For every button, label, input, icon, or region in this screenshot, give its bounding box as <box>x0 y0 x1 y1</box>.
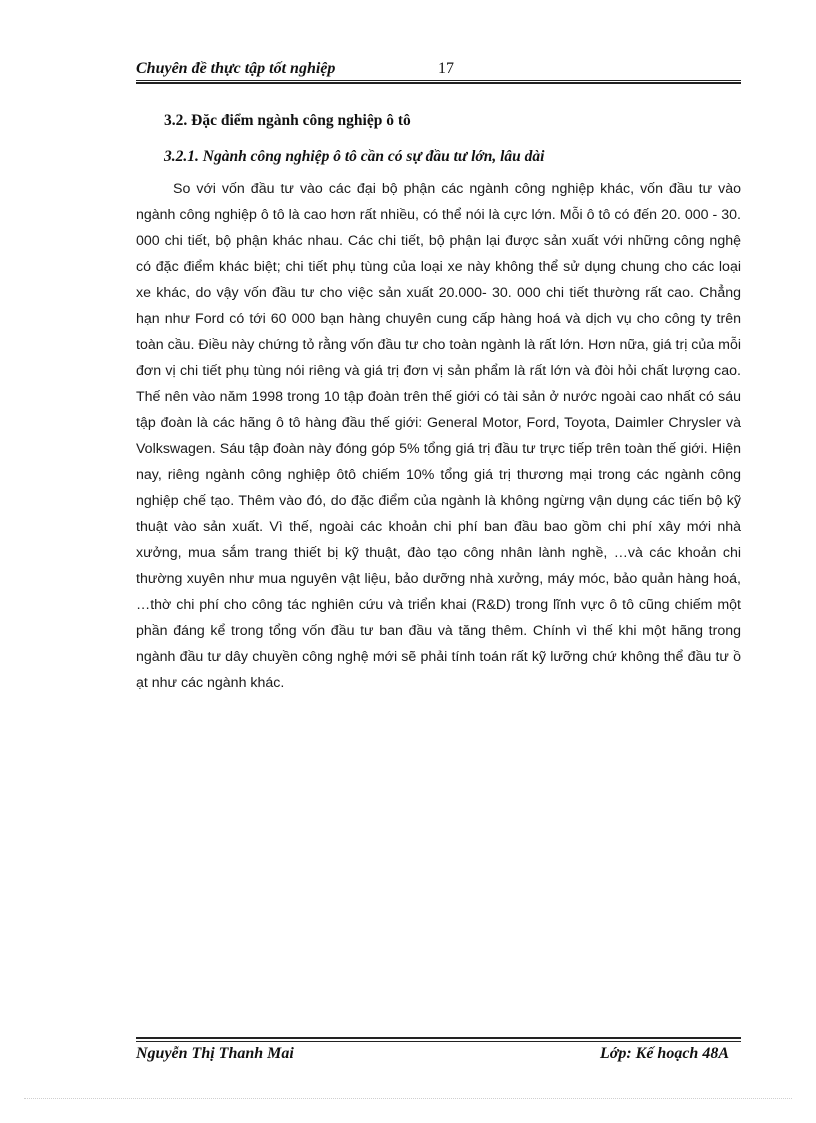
footer-class: Lớp: Kế hoạch 48A <box>599 1045 729 1062</box>
main-content <box>136 110 741 696</box>
footer-author: Nguyễn Thị Thanh Mai <box>136 1045 294 1062</box>
footer-rule <box>136 1041 741 1042</box>
header-rule-thick <box>136 82 741 84</box>
header-rule <box>136 80 741 81</box>
page-footer <box>136 1037 741 1067</box>
header-title: Chuyên đề thực tập tốt nghiệp <box>136 60 336 77</box>
body-paragraph: So với vốn đầu tư vào các đại bộ phận các ngành công nghiệp khác, vốn đầu tư vào ngành công nghiệp ô tô là cao hơn rất nhiều, có thể nói là cực lớn. Mỗi ô tô có đến 20. 000 - 30. 000 chi tiết, bộ phận khác nhau. Các chi tiết, bộ phận lại được sản xuất với những công nghệ có đặc điểm khác biệt; chi tiết phụ tùng của loại xe này không thể sử dụng chung cho các loại xe khác, do vậy vốn đầu tư cho việc sản xuất 20.000- 30. 000 chi tiết thường rất cao. Chẳng hạn như Ford có tới 60 000 bạn hàng chuyên cung cấp hàng hoá và dịch vụ cho công ty trên toàn cầu. Điều này chứng tỏ rằng vốn đầu tư cho toàn ngành là rất lớn. Hơn nữa, giá trị của mỗi đơn vị chi tiết phụ tùng nói riêng và giá trị đơn vị sản phẩm là rất lớn và đòi hỏi chất lượng cao. Thế nên vào năm 1998 trong 10 tập đoàn trên thế giới có tài sản ở nước ngoài cao nhất có sáu tập đoàn là các hãng ô tô hàng đầu thế giới: General Motor, Ford, Toyota, Daimler Chrysler và Volkswagen. Sáu tập đoàn này đóng góp 5% tổng giá trị đầu tư trực tiếp trên toàn thế giới. Hiện nay, riêng ngành công nghiệp ôtô chiếm 10% tổng giá trị thương mại trong các ngành công nghiệp chế tạo. Thêm vào đó, do đặc điểm của ngành là không ngừng vận dụng các tiến bộ kỹ thuật vào sản xuất. Vì thế, ngoài các khoản chi phí ban đầu bao gồm chi phí xây mới nhà xưởng, mua sắm trang thiết bị kỹ thuật, đào tạo công nhân lành nghề, …và các khoản chi thường xuyên như mua nguyên vật liệu, bảo dưỡng nhà xưởng, máy móc, bảo quản hàng hoá, …thờ chi phí cho công tác nghiên cứu và triển khai (R&D) trong lĩnh vực ô tô cũng chiếm một phần đáng kể trong tổng vốn đầu tư ban đầu và tăng thêm. Chính vì thế khi một hãng trong ngành đầu tư dây chuyền công nghệ mới sẽ phải tính toán rất kỹ lưỡng chứ không thể đầu tư ồ ạt như các ngành khác. <box>136 181 741 691</box>
page-bottom-border <box>24 1098 792 1099</box>
page-number: 17 <box>438 60 454 77</box>
footer-rule-thick <box>136 1037 741 1039</box>
page-header <box>136 58 741 84</box>
section-heading: 3.2. Đặc điểm ngành công nghiệp ô tô <box>164 112 411 129</box>
subsection-heading: 3.2.1. Ngành công nghiệp ô tô cần có sự đầu tư lớn, lâu dài <box>164 148 545 165</box>
